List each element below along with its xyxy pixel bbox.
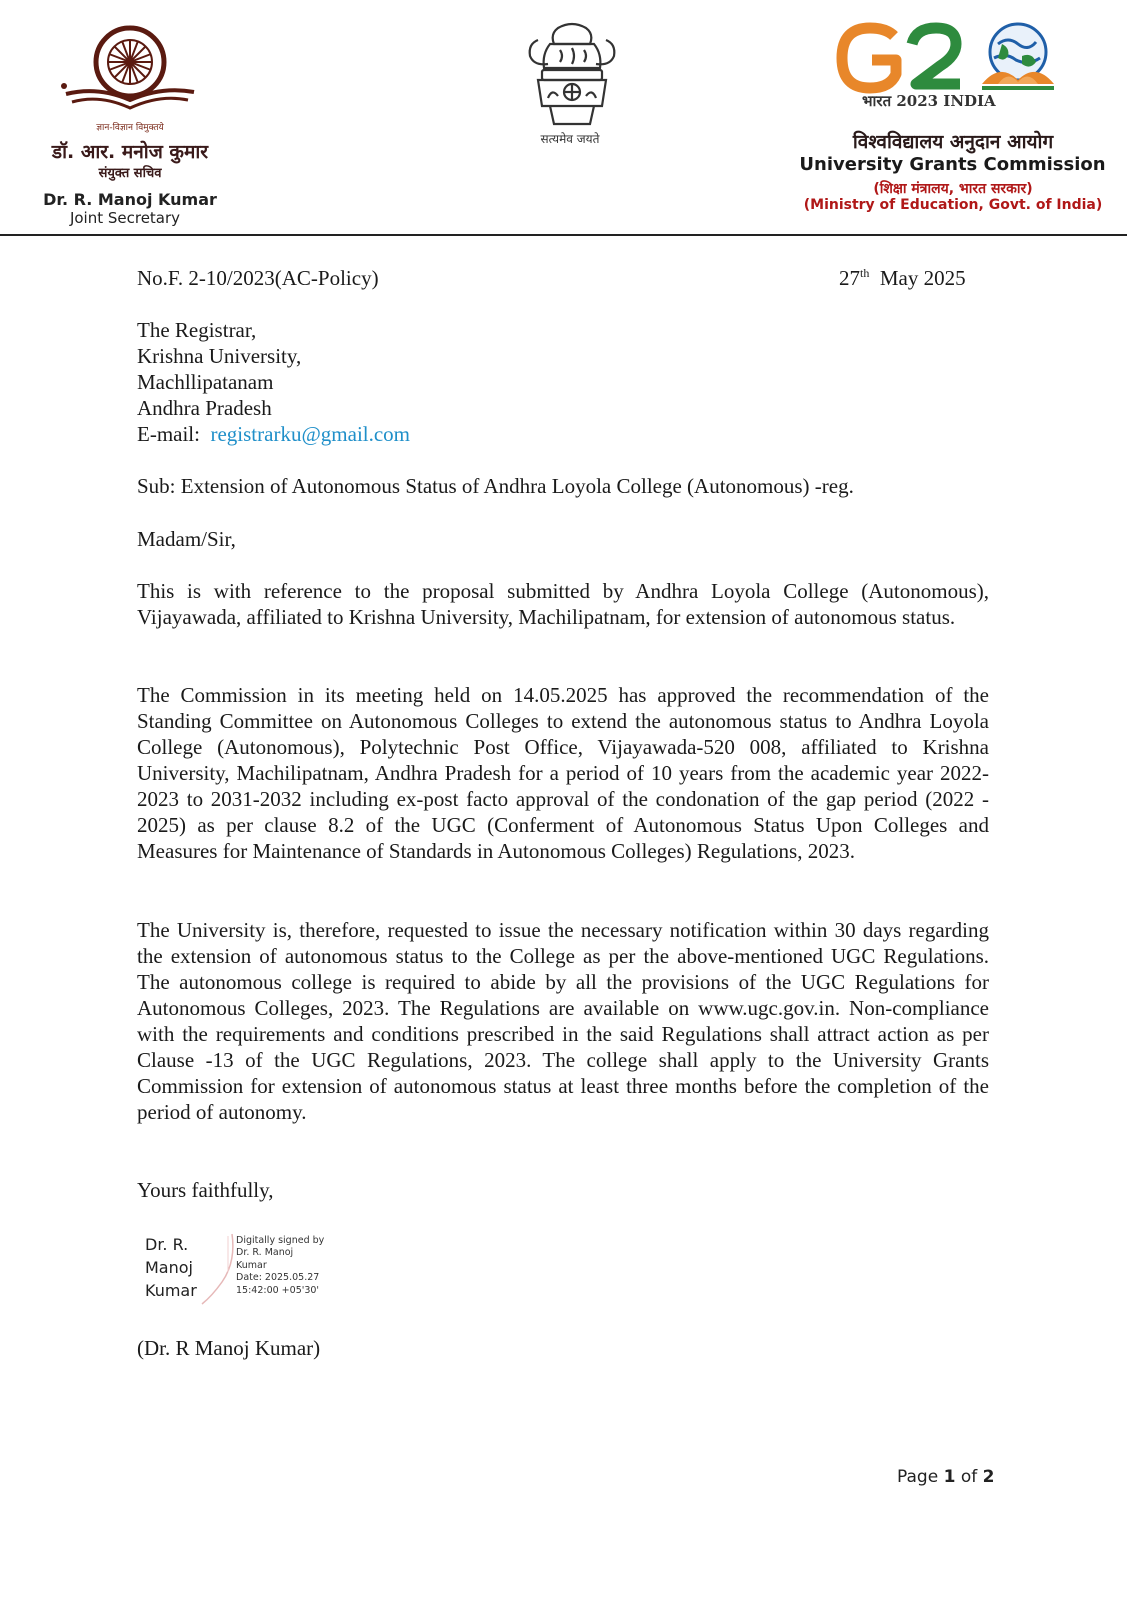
address-line: Machllipatanam: [137, 370, 274, 394]
page-label: Page: [897, 1467, 939, 1487]
signature-name-line: Kumar: [145, 1281, 197, 1300]
body-paragraph-3: The University is, therefore, requested to issue the necessary notification within 30 days regarding the extension of autonomous status to the College as per the above-mentioned UGC Regulations. The autonomous college is required to abide by all the provisions of the UGC Regulations for Autonomous Colleges, 2023. The Regulations are available on www.ugc.gov.in. Non-compliance with the requirements and conditions prescribed in the said Regulations shall attract action as per Clause -13 of the UGC Regulations, 2023. The college shall apply to the University Grants Commission for extension of autonomous status at least three months before the completion of the period of autonomy.: [137, 918, 989, 1124]
signature-info-line: Date: 2025.05.27: [236, 1272, 320, 1284]
address-line: Andhra Pradesh: [137, 396, 272, 420]
page-number: [897, 1467, 994, 1487]
recipient-address: [137, 317, 410, 447]
ministry-hindi: (शिक्षा मंत्रालय, भारत सरकार): [873, 181, 1033, 197]
letter-date: [839, 265, 966, 291]
organisation-name: University Grants Commission: [799, 154, 1106, 175]
email-label: E-mail:: [137, 422, 200, 446]
body-paragraph-1: This is with reference to the proposal submitted by Andhra Loyola College (Autonomous), Vijayawada, affiliated to Krishna University, Machilipatnam, for extension of autonomous status.: [137, 579, 989, 629]
ugc-motto: ज्ञान-विज्ञान विमुक्तये: [96, 123, 164, 133]
date-month-year: May 2025: [879, 266, 966, 290]
letterhead-divider: [0, 234, 1127, 236]
subject-line: Sub: Extension of Autonomous Status of Andhra Loyola College (Autonomous) -reg.: [137, 474, 854, 498]
signature-info-line: Digitally signed by: [236, 1235, 325, 1246]
designation-hindi: संयुक्त सचिव: [98, 166, 162, 181]
address-email-line: [137, 421, 410, 447]
g20-subtitle: भारत 2023 INDIA: [862, 92, 996, 110]
signature-info-line: Dr. R. Manoj: [236, 1247, 294, 1259]
date-day: 27: [839, 266, 860, 290]
address-line: Krishna University,: [137, 344, 302, 368]
signatory-name: (Dr. R Manoj Kumar): [137, 1336, 321, 1360]
ministry: (Ministry of Education, Govt. of India): [803, 197, 1103, 213]
designation: Joint Secretary: [69, 209, 181, 227]
address-line: The Registrar,: [137, 318, 257, 342]
page-total: 2: [982, 1467, 995, 1487]
email-link[interactable]: registrarku@gmail.com: [210, 422, 411, 446]
emblem-motto: सत्यमेव जयते: [540, 132, 600, 146]
national-emblem-icon: [520, 20, 624, 128]
date-suffix: th: [860, 266, 870, 280]
signature-name-line: Dr. R.: [145, 1235, 189, 1254]
closing: Yours faithfully,: [137, 1178, 274, 1202]
salutation: Madam/Sir,: [137, 527, 236, 551]
signature-info-line: Kumar: [236, 1259, 267, 1271]
signature-mark-icon: [198, 1232, 238, 1306]
signature-name-line: Manoj: [145, 1258, 193, 1277]
digital-signature-info: [236, 1235, 346, 1297]
organisation-name-hindi: विश्वविद्यालय अनुदान आयोग: [852, 131, 1054, 153]
ugc-logo: [58, 20, 198, 116]
reference-number: No.F. 2-10/2023(AC-Policy): [137, 266, 379, 290]
body-paragraph-2: The Commission in its meeting held on 14.05.2025 has approved the recommendation of the Standing Committee on Autonomous Colleges to extend the autonomous status to Andhra Loyola College (Autonomous), Polytechnic Post Office, Vijayawada-520 008, affiliated to Krishna University, Machilipatnam, Andhra Pradesh for a period of 10 years from the academic year 2022-2023 to 2031-2032 including ex-post facto approval of the condonation of the gap period (2022 - 2025) as per clause 8.2 of the UGC (Conferment of Autonomous Status Upon Colleges and Measures for Maintenance of Standards in Autonomous Colleges) Regulations, 2023.: [137, 683, 989, 863]
g20-logo: [832, 22, 1064, 96]
official-name-hindi: डॉ. आर. मनोज कुमार: [51, 141, 209, 163]
official-name: Dr. R. Manoj Kumar: [43, 190, 217, 209]
page-current: 1: [943, 1467, 956, 1487]
signature-info-line: 15:42:00 +05'30': [236, 1284, 320, 1296]
page-of: of: [960, 1467, 978, 1487]
